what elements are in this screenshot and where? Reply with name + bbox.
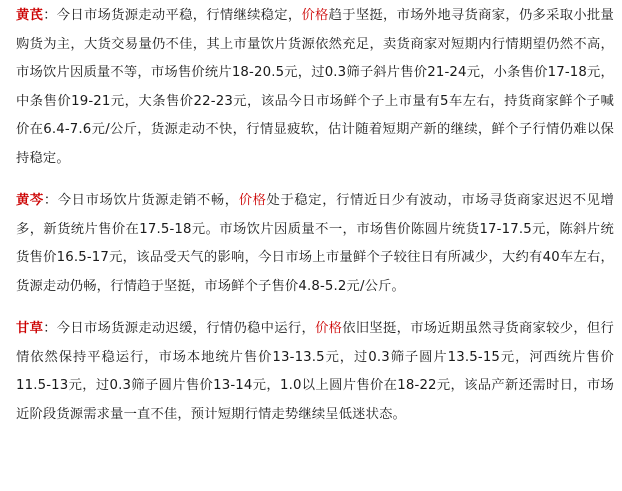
paragraph-text-after: 依旧坚挺，市场近期虽然寻货商家较少，但行情依然保持平稳运行，市场本地统片售价13-13.5元，过0.3筛子圆片13.5-15元，河西统片售价11.5-13元，过0.3筛子圆片售价13-14元，1.0以上圆片售价在18-22元，该品产新还需时日，市场近阶段货源需求量一直不佳，预计短期行情走势继续呈低迷状态。: [16, 321, 614, 422]
paragraph-huangqin: [8, 187, 614, 301]
paragraph-gancao: [8, 315, 614, 429]
herb-colon: ：: [43, 193, 58, 208]
herb-colon: ：: [43, 321, 57, 336]
paragraph-text-before: 今日市场货源走动平稳，行情继续稳定，: [56, 8, 302, 23]
price-keyword: 价格: [238, 193, 267, 208]
paragraph-huangqi: [8, 2, 614, 173]
herb-name-huangqi: 黄芪: [16, 8, 44, 23]
paragraph-text-after: 趋于坚挺，市场外地寻货商家，仍多采取小批量购货为主，大货交易量仍不佳，其上市量饮片货源依然充足，卖货商家对短期内行情期望仍然不高，市场饮片因质量不等，市场售价统片18-20.5元，过0.3筛子斜片售价21-24元，小条售价17-18元，中条售价19-21元，大条售价22-23元，该品今日市场鲜个子上市量有5车左右，持货商家鲜个子喊价在6.4-7.6元/公斤，货源走动不快，行情显疲软，估计随着短期产新的继续，鲜个子行情仍难以保持稳定。: [16, 8, 614, 166]
herb-name-gancao: 甘草: [16, 321, 44, 336]
paragraph-text-after: 处于稳定，行情近日少有波动，市场寻货商家迟迟不见增多，新货统片售价在17.5-18元。市场饮片因质量不一，市场售价陈圆片统货17-17.5元，陈斜片统货售价16.5-17元，该品受天气的影响，今日市场上市量鲜个子较往日有所减少，大约有40车左右，货源走动仍畅，行情趋于坚挺，市场鲜个子售价4.8-5.2元/公斤。: [16, 193, 615, 294]
herb-colon: ：: [43, 8, 57, 23]
herb-name-huangqin: 黄芩: [16, 193, 44, 208]
price-keyword: 价格: [315, 321, 343, 336]
paragraph-text-before: 今日市场饮片货源走销不畅，: [57, 193, 239, 208]
price-keyword: 价格: [301, 8, 329, 23]
paragraph-text-before: 今日市场货源走动迟缓，行情仍稳中运行，: [56, 321, 316, 336]
